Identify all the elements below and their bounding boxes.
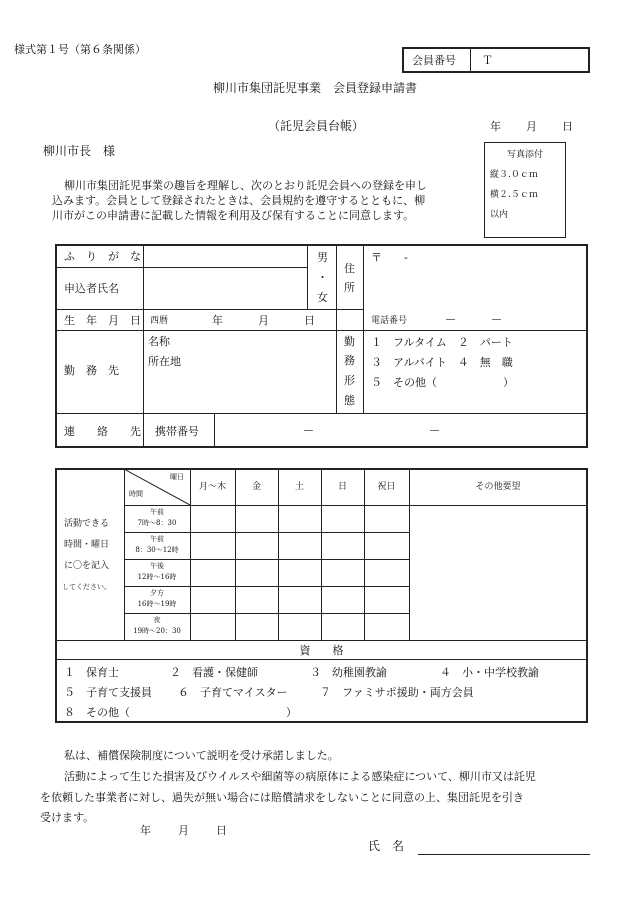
consent-year: 年	[140, 824, 151, 837]
member-number-label: 会員番号	[412, 54, 456, 67]
day-sat: 土	[294, 482, 304, 492]
work-name-label: 名称	[148, 335, 170, 348]
consent-month: 月	[178, 824, 189, 837]
signature-line[interactable]	[418, 854, 590, 855]
qualification-5[interactable]: ５ 子育て支援員	[64, 686, 152, 699]
day-fri: 金	[251, 482, 261, 492]
slot-4-a: 夕方	[150, 589, 164, 597]
mobile-dash-2: ―	[430, 426, 439, 436]
consent-line-3: を依頼した事業者に対し、過失が無い場合には賠償請求をしないことに同意の上、集団託児を引き	[40, 791, 524, 804]
intro-line-2: 込みます。会員として登録されたときは、会員規約を遵守するとともに、柳	[52, 194, 426, 207]
qualification-3[interactable]: ３ 幼稚園教諭	[310, 666, 387, 679]
mobile-field[interactable]	[215, 414, 586, 446]
name-label: 申込者氏名	[64, 282, 119, 295]
day-sun: 日	[337, 482, 347, 492]
slot-1-a: 午前	[150, 508, 164, 516]
slot-5-a: 夜	[153, 616, 161, 624]
birth-year: 年	[212, 314, 223, 327]
day-mon-thu: 月～木	[198, 482, 226, 492]
work-type-3: 形	[344, 374, 355, 387]
slot-2-a: 午前	[150, 535, 164, 543]
postal-mark: 〒 -	[371, 251, 408, 264]
phone-dash-2: ―	[492, 315, 501, 325]
work-option-1[interactable]: １ フルタイム ２ パート	[371, 336, 513, 349]
qualification-6[interactable]: ６ 子育てマイスター	[178, 686, 288, 699]
page-subtitle: （託児会員台帳）	[268, 119, 365, 133]
date-year: 年	[490, 120, 501, 133]
address-label-1: 住	[344, 262, 355, 275]
gender-male: 男	[317, 251, 328, 264]
work-option-3[interactable]: ５ その他（ ）	[371, 376, 514, 389]
work-label: 勤 務 先	[64, 364, 119, 377]
schedule-note-1: 活動できる	[64, 519, 110, 529]
other-requests-label: その他要望	[475, 482, 521, 492]
intro-line-1: 柳川市集団託児事業の趣旨を理解し、次のとおり託児会員への登録を申し	[64, 179, 427, 192]
slot-3-a: 午後	[150, 562, 164, 570]
addressee: 柳川市長 様	[43, 144, 116, 158]
day-holiday: 祝日	[377, 482, 396, 492]
slot-2-b: 8：30～12時	[135, 546, 179, 554]
consent-line-1: 私は、補償保険制度について説明を受け承諾しました。	[64, 749, 339, 762]
birth-month: 月	[258, 314, 269, 327]
date-month: 月	[526, 120, 537, 133]
page-title: 柳川市集団託児事業 会員登録申請書	[212, 81, 417, 95]
furigana-label: ふ り が な	[64, 250, 141, 263]
qualification-7[interactable]: ７ ファミサポ援助・両方会員	[320, 686, 474, 699]
diag-day-label: 曜日	[170, 473, 184, 481]
slot-4-b: 16時～19時	[137, 600, 177, 608]
schedule-note-4: してください。	[62, 583, 111, 591]
photo-within: 以内	[490, 210, 509, 220]
name-field[interactable]	[144, 268, 306, 308]
qualification-title: 資 格	[299, 644, 344, 657]
slot-1-b: 7時～8：30	[137, 519, 177, 527]
diag-time-label: 時間	[129, 490, 143, 498]
work-location-label: 所在地	[148, 355, 181, 368]
phone-label: 電話番号	[371, 316, 408, 326]
gender-dot: ・	[317, 271, 328, 284]
mobile-dash-1: ―	[304, 426, 313, 436]
other-requests-field[interactable]	[410, 506, 586, 639]
consent-line-2: 活動によって生じた損害及びウイルスや細菌等の病原体による感染症について、柳川市又は託児	[64, 770, 536, 783]
date-day: 日	[562, 120, 573, 133]
birth-day: 日	[304, 314, 315, 327]
gender-female: 女	[317, 291, 328, 304]
work-type-1: 勤	[344, 335, 355, 348]
intro-line-3: 川市がこの申請書に記載した情報を利用及び保有することに同意します。	[52, 209, 415, 222]
work-type-4: 態	[344, 394, 355, 407]
schedule-note-3: に〇を記入	[64, 561, 110, 571]
photo-width: 横２.５ｃｍ	[490, 190, 538, 200]
qualification-2[interactable]: ２ 看護・保健師	[170, 666, 258, 679]
phone-dash-1: ―	[446, 315, 455, 325]
signature-label: 氏 名	[368, 839, 405, 853]
qualification-4[interactable]: ４ 小・中学校教諭	[440, 666, 539, 679]
work-option-2[interactable]: ３ アルバイト ４ 無 職	[371, 356, 513, 369]
address-field[interactable]	[364, 246, 586, 308]
birth-era: 西暦	[150, 316, 169, 326]
mobile-label: 携帯番号	[155, 425, 199, 438]
qualification-8-close: ）	[286, 706, 297, 719]
slot-5-b: 19時～20：30	[133, 627, 181, 635]
slot-3-b: 12時～16時	[137, 573, 177, 581]
consent-day: 日	[216, 824, 227, 837]
address-label-2: 所	[344, 281, 355, 294]
work-type-2: 務	[344, 354, 355, 367]
qualification-1[interactable]: １ 保育士	[64, 666, 119, 679]
contact-label: 連 絡 先	[64, 425, 141, 438]
birth-label: 生 年 月 日	[64, 314, 141, 327]
schedule-note-2: 時間・曜日	[64, 540, 110, 550]
form-code: 様式第１号（第６条関係）	[14, 43, 146, 56]
consent-line-4: 受けます。	[40, 811, 95, 824]
furigana-field[interactable]	[144, 246, 306, 266]
qualification-8[interactable]: ８ その他（	[64, 706, 130, 719]
photo-title: 写真添付	[506, 150, 543, 160]
member-number-value: Ｔ	[482, 54, 493, 67]
photo-height: 縦３.０ｃｍ	[490, 170, 538, 180]
